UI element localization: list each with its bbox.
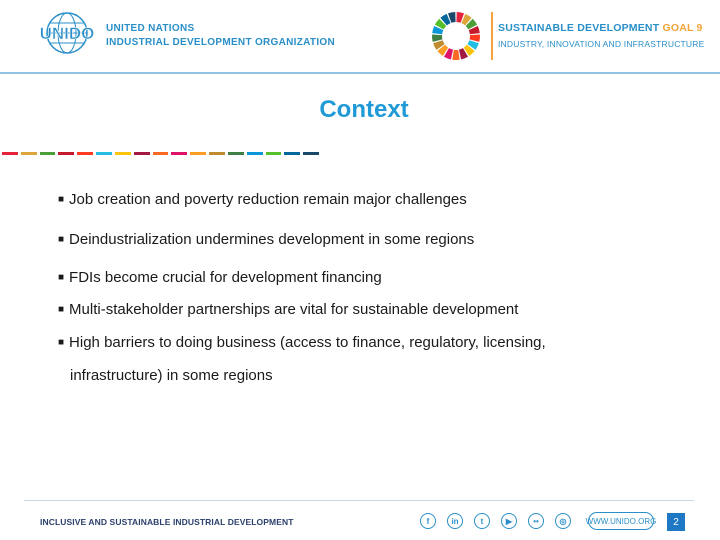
org-name-line1: UNITED NATIONS: [106, 23, 195, 34]
dash-segment: [2, 152, 18, 155]
bullet-marker: ■: [58, 194, 65, 205]
sdg-color-dash-bar: [2, 152, 322, 155]
header-divider: [0, 72, 720, 74]
dash-segment: [247, 152, 263, 155]
unido-logo-text: UNIDO: [39, 24, 95, 43]
bullet-text: FDIs become crucial for development financing: [69, 269, 382, 286]
dash-segment: [303, 152, 319, 155]
facebook-icon[interactable]: f: [420, 513, 436, 529]
unido-logo-icon: [36, 10, 98, 56]
bullet-item: [58, 269, 382, 286]
bullet-marker: ■: [58, 337, 65, 348]
dash-segment: [96, 152, 112, 155]
slide-header: [0, 0, 720, 72]
dash-segment: [209, 152, 225, 155]
sdg-divider: [491, 12, 493, 60]
dash-segment: [190, 152, 206, 155]
bullet-text: Job creation and poverty reduction remain major challenges: [69, 191, 467, 208]
slide-title: Context: [319, 96, 409, 123]
sdg-wheel-segment: [432, 35, 442, 42]
twitter-icon[interactable]: t: [474, 513, 490, 529]
bullet-text: High barriers to doing business (access to finance, regulatory, licensing,: [69, 334, 546, 351]
linkedin-icon[interactable]: in: [447, 513, 463, 529]
org-name-line2: INDUSTRIAL DEVELOPMENT ORGANIZATION: [106, 37, 336, 48]
bullet-item: [58, 334, 546, 351]
bullet-marker: ■: [58, 272, 65, 283]
dash-segment: [58, 152, 74, 155]
instagram-icon[interactable]: ◎: [555, 513, 571, 529]
bullet-text: Deindustrialization undermines development in some regions: [69, 231, 475, 248]
page-number: 2: [667, 513, 685, 531]
dash-segment: [266, 152, 282, 155]
social-links: [420, 513, 582, 529]
footer-tagline: INCLUSIVE AND SUSTAINABLE INDUSTRIAL DEVELOPMENT: [40, 517, 294, 527]
dash-segment: [171, 152, 187, 155]
dash-segment: [228, 152, 244, 155]
dash-segment: [77, 152, 93, 155]
org-name: [106, 22, 335, 50]
sdg-wheel-icon: [430, 10, 482, 62]
bullet-marker: ■: [58, 304, 65, 315]
footer-divider: [24, 500, 694, 501]
sdg-subtitle: INDUSTRY, INNOVATION AND INFRASTRUCTURE: [498, 39, 705, 49]
sdg-wheel-segment: [452, 50, 459, 60]
bullet-item: [58, 301, 518, 318]
dash-segment: [153, 152, 169, 155]
sdg-title: [498, 20, 704, 36]
dash-segment: [284, 152, 300, 155]
sdg-title-text: SUSTAINABLE DEVELOPMENT: [498, 22, 660, 34]
bullet-text: Multi-stakeholder partnerships are vital for sustainable development: [69, 301, 519, 318]
sdg-label: [498, 20, 704, 52]
website-link[interactable]: WWW.UNIDO.ORG: [588, 512, 654, 530]
sdg-goal: GOAL 9: [662, 22, 703, 34]
flickr-icon[interactable]: ••: [528, 513, 544, 529]
dash-segment: [115, 152, 131, 155]
sdg-wheel-segment: [470, 35, 480, 42]
dash-segment: [134, 152, 150, 155]
bullet-item: [58, 191, 467, 208]
bullet-marker: ■: [58, 234, 65, 245]
bullet-item: [58, 231, 474, 248]
dash-segment: [40, 152, 56, 155]
dash-segment: [21, 152, 37, 155]
youtube-icon[interactable]: ▶: [501, 513, 517, 529]
bullet-continuation: infrastructure) in some regions: [70, 367, 273, 384]
